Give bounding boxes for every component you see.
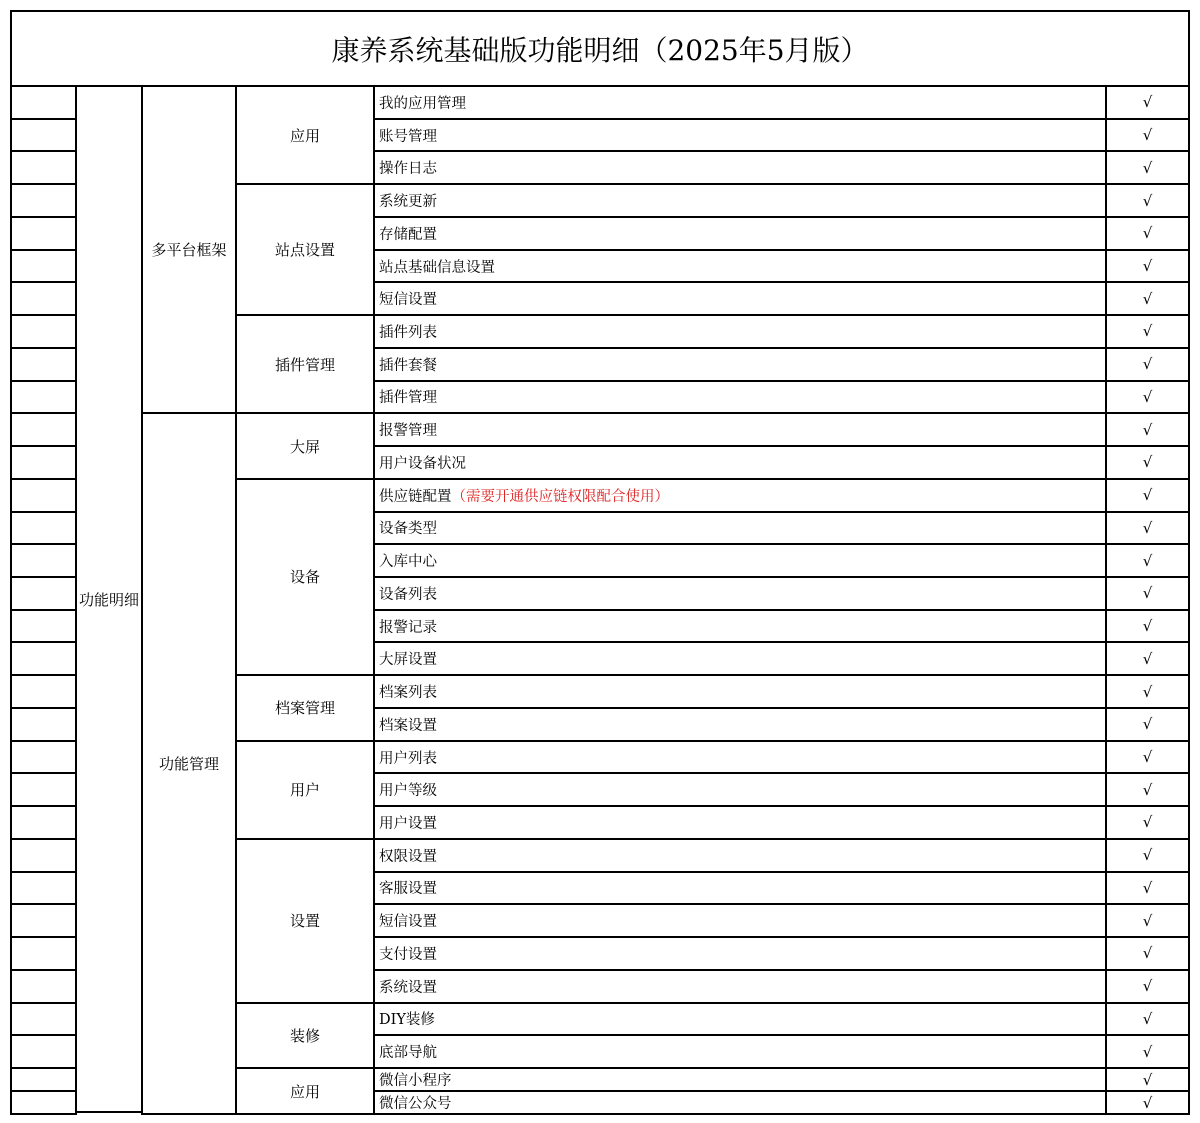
feature-item-label: 设备列表 bbox=[379, 586, 437, 603]
feature-item-label: 底部导航 bbox=[379, 1045, 437, 1062]
row-index-cell bbox=[10, 576, 77, 611]
section-cell: 功能管理 bbox=[141, 412, 237, 1115]
feature-item bbox=[373, 314, 1107, 349]
row-index-cell bbox=[10, 674, 77, 709]
check-mark-cell: √ bbox=[1105, 969, 1190, 1004]
check-mark-cell: √ bbox=[1105, 543, 1190, 578]
row-index-cell bbox=[10, 249, 77, 284]
feature-item bbox=[373, 1034, 1107, 1069]
feature-item-label: 系统设置 bbox=[379, 979, 437, 996]
subsection-cell: 设置 bbox=[235, 838, 375, 1004]
subsection-cell: 插件管理 bbox=[235, 314, 375, 414]
check-mark-cell: √ bbox=[1105, 314, 1190, 349]
check-mark-cell: √ bbox=[1105, 838, 1190, 873]
check-mark-cell: √ bbox=[1105, 1090, 1190, 1115]
feature-item bbox=[373, 609, 1107, 644]
row-index-cell bbox=[10, 903, 77, 938]
check-mark-cell: √ bbox=[1105, 380, 1190, 415]
check-mark-cell: √ bbox=[1105, 609, 1190, 644]
subsection-cell: 大屏 bbox=[235, 412, 375, 479]
feature-item bbox=[373, 1090, 1107, 1115]
row-index-cell bbox=[10, 609, 77, 644]
row-index-cell bbox=[10, 838, 77, 873]
feature-item bbox=[373, 543, 1107, 578]
feature-item-label: 系统更新 bbox=[379, 194, 437, 211]
feature-item bbox=[373, 412, 1107, 447]
feature-item bbox=[373, 281, 1107, 316]
check-mark-cell: √ bbox=[1105, 118, 1190, 153]
row-index-cell bbox=[10, 740, 77, 775]
feature-item bbox=[373, 936, 1107, 971]
feature-item bbox=[373, 969, 1107, 1004]
section-cell: 多平台框架 bbox=[141, 85, 237, 414]
feature-item-label: 档案列表 bbox=[379, 685, 437, 702]
feature-item bbox=[373, 183, 1107, 218]
row-index-cell bbox=[10, 347, 77, 382]
feature-item-label: 短信设置 bbox=[379, 914, 437, 931]
feature-item-label: 微信公众号 bbox=[379, 1096, 452, 1112]
feature-item bbox=[373, 150, 1107, 185]
row-index-cell bbox=[10, 445, 77, 480]
subsection-cell: 站点设置 bbox=[235, 183, 375, 316]
feature-item-label: 插件管理 bbox=[379, 390, 437, 407]
row-index-cell bbox=[10, 1002, 77, 1037]
row-index-cell bbox=[10, 118, 77, 153]
row-index-cell bbox=[10, 85, 77, 120]
feature-item bbox=[373, 445, 1107, 480]
check-mark-cell: √ bbox=[1105, 85, 1190, 120]
check-mark-cell: √ bbox=[1105, 216, 1190, 251]
row-index-cell bbox=[10, 183, 77, 218]
category-cell: 功能明细 bbox=[75, 85, 143, 1113]
feature-item bbox=[373, 118, 1107, 153]
row-index-cell bbox=[10, 871, 77, 906]
feature-item bbox=[373, 903, 1107, 938]
subsection-cell: 设备 bbox=[235, 478, 375, 676]
feature-item-label: 操作日志 bbox=[379, 161, 437, 178]
feature-item-label: 大屏设置 bbox=[379, 652, 437, 669]
row-index-cell bbox=[10, 150, 77, 185]
row-index-cell bbox=[10, 969, 77, 1004]
check-mark-cell: √ bbox=[1105, 1067, 1190, 1092]
feature-item-label: 客服设置 bbox=[379, 881, 437, 898]
feature-item-label: 插件套餐 bbox=[379, 357, 437, 374]
feature-item-label: 账号管理 bbox=[379, 128, 437, 145]
check-mark-cell: √ bbox=[1105, 871, 1190, 906]
check-mark-cell: √ bbox=[1105, 805, 1190, 840]
check-mark-cell: √ bbox=[1105, 674, 1190, 709]
row-index-cell bbox=[10, 314, 77, 349]
feature-item-note: （需要开通供应链权限配合使用） bbox=[451, 488, 669, 505]
feature-item-label: 支付设置 bbox=[379, 946, 437, 963]
row-index-cell bbox=[10, 1090, 77, 1115]
row-index-cell bbox=[10, 1067, 77, 1092]
subsection-cell: 应用 bbox=[235, 85, 375, 185]
feature-item bbox=[373, 1002, 1107, 1037]
feature-item bbox=[373, 249, 1107, 284]
row-index-cell bbox=[10, 281, 77, 316]
feature-item-label: 用户设备状况 bbox=[379, 455, 466, 472]
check-mark-cell: √ bbox=[1105, 1034, 1190, 1069]
check-mark-cell: √ bbox=[1105, 412, 1190, 447]
row-index-cell bbox=[10, 412, 77, 447]
row-index-cell bbox=[10, 641, 77, 676]
check-mark-cell: √ bbox=[1105, 183, 1190, 218]
feature-item bbox=[373, 641, 1107, 676]
row-index-cell bbox=[10, 216, 77, 251]
check-mark-cell: √ bbox=[1105, 478, 1190, 513]
row-index-cell bbox=[10, 1034, 77, 1069]
feature-item-label: 用户设置 bbox=[379, 815, 437, 832]
row-index-cell bbox=[10, 936, 77, 971]
feature-item bbox=[373, 805, 1107, 840]
check-mark-cell: √ bbox=[1105, 772, 1190, 807]
feature-item-label: 用户等级 bbox=[379, 783, 437, 800]
feature-item-label: DIY装修 bbox=[379, 1012, 435, 1029]
feature-item-label: 存储配置 bbox=[379, 226, 437, 243]
feature-item bbox=[373, 772, 1107, 807]
row-index-cell bbox=[10, 805, 77, 840]
check-mark-cell: √ bbox=[1105, 641, 1190, 676]
check-mark-cell: √ bbox=[1105, 576, 1190, 611]
feature-item-label: 用户列表 bbox=[379, 750, 437, 767]
row-index-cell bbox=[10, 478, 77, 513]
feature-item bbox=[373, 1067, 1107, 1092]
feature-item bbox=[373, 576, 1107, 611]
feature-item bbox=[373, 707, 1107, 742]
feature-item-label: 设备类型 bbox=[379, 521, 437, 538]
check-mark-cell: √ bbox=[1105, 281, 1190, 316]
subsection-cell: 档案管理 bbox=[235, 674, 375, 741]
feature-item-label: 供应链配置 bbox=[379, 488, 452, 505]
feature-item-label: 站点基础信息设置 bbox=[379, 259, 495, 276]
feature-item bbox=[373, 216, 1107, 251]
check-mark-cell: √ bbox=[1105, 347, 1190, 382]
subsection-cell: 应用 bbox=[235, 1067, 375, 1115]
row-index-cell bbox=[10, 543, 77, 578]
check-mark-cell: √ bbox=[1105, 740, 1190, 775]
check-mark-cell: √ bbox=[1105, 707, 1190, 742]
subsection-cell: 装修 bbox=[235, 1002, 375, 1069]
feature-item bbox=[373, 740, 1107, 775]
row-index-cell bbox=[10, 511, 77, 546]
feature-item bbox=[373, 838, 1107, 873]
feature-item bbox=[373, 85, 1107, 120]
feature-item-label: 我的应用管理 bbox=[379, 95, 466, 112]
check-mark-cell: √ bbox=[1105, 903, 1190, 938]
feature-item bbox=[373, 871, 1107, 906]
feature-item-label: 入库中心 bbox=[379, 554, 437, 571]
feature-item-label: 权限设置 bbox=[379, 848, 437, 865]
check-mark-cell: √ bbox=[1105, 445, 1190, 480]
check-mark-cell: √ bbox=[1105, 150, 1190, 185]
check-mark-cell: √ bbox=[1105, 249, 1190, 284]
feature-item-label: 报警管理 bbox=[379, 423, 437, 440]
feature-item-label: 插件列表 bbox=[379, 324, 437, 341]
feature-item bbox=[373, 347, 1107, 382]
feature-item-label: 微信小程序 bbox=[379, 1073, 452, 1089]
feature-item bbox=[373, 478, 1107, 513]
subsection-cell: 用户 bbox=[235, 740, 375, 840]
feature-item-label: 档案设置 bbox=[379, 717, 437, 734]
check-mark-cell: √ bbox=[1105, 1002, 1190, 1037]
feature-item bbox=[373, 511, 1107, 546]
feature-item-label: 短信设置 bbox=[379, 292, 437, 309]
row-index-cell bbox=[10, 380, 77, 415]
check-mark-cell: √ bbox=[1105, 511, 1190, 546]
table-title: 康养系统基础版功能明细（2025年5月版） bbox=[10, 10, 1190, 87]
feature-item bbox=[373, 674, 1107, 709]
feature-item-label: 报警记录 bbox=[379, 619, 437, 636]
check-mark-cell: √ bbox=[1105, 936, 1190, 971]
row-index-cell bbox=[10, 707, 77, 742]
row-index-cell bbox=[10, 772, 77, 807]
feature-item bbox=[373, 380, 1107, 415]
